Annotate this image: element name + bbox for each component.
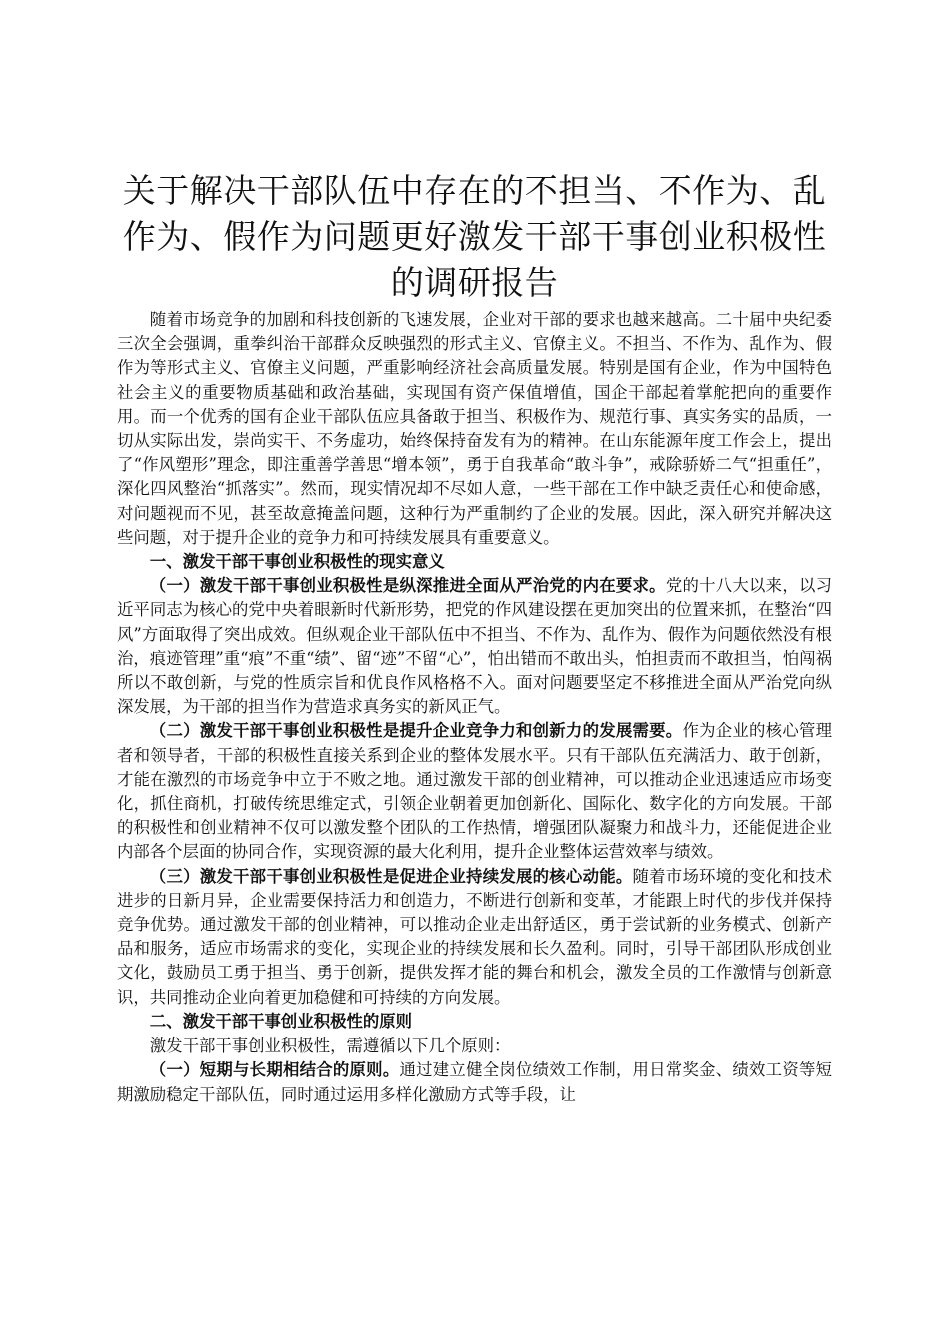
- section2-intro: 激发干部干事创业积极性，需遵循以下几个原则：: [149, 1036, 511, 1056]
- paragraph-text: 通过建立健全岗位绩效工作制，用日常奖金、绩效工资等短期激励稳定干部队伍，同时通过运用多样化激励方式等手段，让: [117, 1060, 833, 1104]
- section-heading-2: 二、激发干部干事创业积极性的原则: [149, 1011, 413, 1031]
- paragraph-lead: （一）激发干部干事创业积极性是纵深推进全面从严治党的内在要求。: [149, 576, 666, 596]
- paragraph-text: 党的十八大以来，以习近平同志为核心的党中央着眼新时代新形势，把党的作风建设摆在更加突出的位置来抓，在整治“四风”方面取得了突出成效。但纵观企业干部队伍中不担当、不作为、乱作为、假作为问题依然没有根治，痕迹管理”重“痕”不重“绩”、留“迹”不留“心”，怕出错而不敢出头，怕担责而不敢担当，怕闯祸所以不敢创新，与党的性质宗旨和优良作风格格不入。面对问题要坚定不移推进全面从严治党向纵深发展，为干部的担当作为营造求真务实的新风正气。: [117, 576, 833, 717]
- section-heading-1: 一、激发干部干事创业积极性的现实意义: [149, 552, 445, 572]
- section1-paragraph-3: [117, 865, 832, 1010]
- document-page: [117, 168, 832, 1107]
- paragraph-lead: （一）短期与长期相结合的原则。: [149, 1060, 400, 1080]
- paragraph-lead: （三）激发干部干事创业积极性是促进企业持续发展的核心动能。: [149, 866, 633, 886]
- paragraph-lead: （二）激发干部干事创业积极性是提升企业竞争力和创新力的发展需要。: [149, 721, 683, 741]
- paragraph-text: 随着市场环境的变化和技术进步的日新月异，企业需要保持活力和创造力，不断进行创新和变革，才能跟上时代的步伐并保持竞争优势。通过激发干部的创业精神，可以推动企业走出舒适区，勇于尝试新的业务模式、创新产品和服务，适应市场需求的变化，实现企业的持续发展和长久盈利。同时，引导干部团队形成创业文化，鼓励员工勇于担当、勇于创新，提供发挥才能的舞台和机会，激发全员的工作激情与创新意识，共同推动企业向着更加稳健和可持续的方向发展。: [117, 866, 833, 1007]
- document-title: 关于解决干部队伍中存在的不担当、不作为、乱作为、假作为问题更好激发干部干事创业积极性的调研报告: [122, 171, 827, 302]
- section1-paragraph-1: [117, 574, 832, 719]
- paragraph-text: 作为企业的核心管理者和领导者，干部的积极性直接关系到企业的整体发展水平。只有干部队伍充满活力、敢于创新，才能在激烈的市场竞争中立于不败之地。通过激发干部的创业精神，可以推动企业迅速适应市场变化，抓住商机，打破传统思维定式，引领企业朝着更加创新化、国际化、数字化的方向发展。干部的积极性和创业精神不仅可以激发整个团队的工作热情，增强团队凝聚力和战斗力，还能促进企业内部各个层面的协同合作，实现资源的最大化利用，提升企业整体运营效率与绩效。: [117, 721, 833, 862]
- section1-paragraph-2: [117, 719, 832, 864]
- section2-paragraph-1: [117, 1058, 832, 1106]
- intro-paragraph: 随着市场竞争的加剧和科技创新的飞速发展，企业对干部的要求也越来越高。二十届中央纪委三次全会强调，重拳纠治干部群众反映强烈的形式主义、官僚主义。不担当、不作为、乱作为、假作为等形式主义、官僚主义问题，严重影响经济社会高质量发展。特别是国有企业，作为中国特色社会主义的重要物质基础和政治基础，实现国有资产保值增值，国企干部起着掌舵把向的重要作用。而一个优秀的国有企业干部队伍应具备敢于担当、积极作为、规范行事、真实务实的品质，一切从实际出发，崇尚实干、不务虚功，始终保持奋发有为的精神。在山东能源年度工作会上，提出了“作风塑形”理念，即注重善学善思“增本领”，勇于自我革命“敢斗争”，戒除骄娇二气“担重任”，深化四风整治“抓落实”。然而，现实情况却不尽如人意，一些干部在工作中缺乏责任心和使命感，对问题视而不见，甚至故意掩盖问题，这种行为严重制约了企业的发展。因此，深入研究并解决这些问题，对于提升企业的竞争力和可持续发展具有重要意义。: [117, 310, 832, 547]
